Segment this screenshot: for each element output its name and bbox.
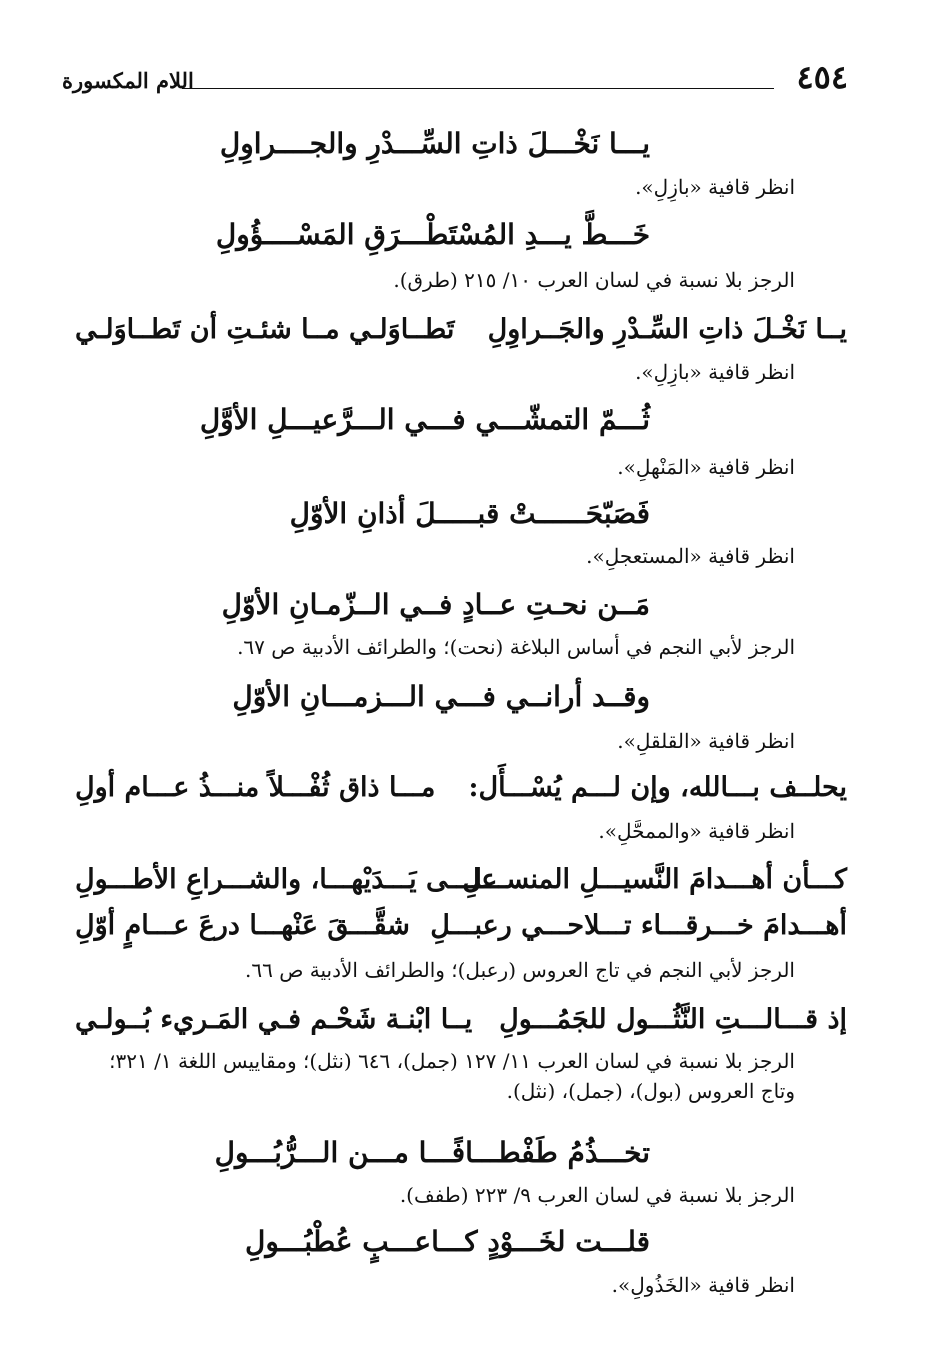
verse-line: فَصَبّحَــــــتْ قبـــــلَ أذانِ الأوّلِ: [289, 497, 650, 530]
note-line: انظر قافية «بازِلِ».: [635, 360, 795, 384]
note-line: انظر قافية «والممحَّلِ».: [598, 819, 795, 843]
verse-line: مَــن نحـتِ عــادٍ فــي الــزّمـانِ الأوّلِ: [221, 588, 650, 621]
note-paragraph: الرجز بلا نسبة في لسان العرب ١١/ ١٢٧ (جمل)، ٦٤٦ (نثل)؛ ومقاييس اللغة ١/ ٣٢١؛ وتاج العروس (بول)، (جمل)، (نثل).: [109, 1049, 795, 1103]
section-title: اللام المكسورة: [62, 68, 194, 93]
note-line: الرجز بلا نسبة في لسان العرب ٩/ ٢٢٣ (طفف).: [399, 1183, 795, 1207]
verse-hemistich-right: أهـــدامَ خـــرقـــاء تـــلاحـــي رعبـــلِ: [430, 910, 847, 941]
note-line: الرجز لأبي النجم في تاج العروس (رعبل)؛ والطرائف الأدبية ص ٦٦.: [245, 958, 795, 982]
verse-line: قلـــت لخَـــوْدٍ كـــاعـــبٍ عُطْبُـــولِ: [245, 1225, 650, 1258]
verse-line: خَـــطَّ يـــدِ المُسْتَطْـــرَقِ المَسْــــؤُولِ: [215, 218, 650, 251]
page-number: ٤٥٤: [796, 58, 848, 96]
verse-line: ثُـــمّ التمشّـــي فـــي الـــرَّعيـــلِ الأوَّلِ: [199, 403, 650, 436]
verse-line: تخـــذُمُ طَفْطـــافًـــا مـــن الـــرُّبُـــولِ: [214, 1136, 650, 1169]
verse-hemistich-left: مـــا ذاق ثُفْـــلاً منـــذُ عـــام أولِ: [75, 772, 436, 803]
verse-hemistich-right: يــا نَخْـلَ ذاتِ السِّـدْرِ والجَــراوِلِ: [487, 314, 847, 345]
note-line: الرجز بلا نسبة في لسان العرب ١٠/ ٢١٥ (طرق).: [393, 268, 795, 292]
note-line: الرجز لأبي النجم في أساس البلاغة (نحت)؛ والطرائف الأدبية ص ٦٧.: [237, 635, 795, 659]
verse-hemistich-left: تَطــاوَلـي مــا شئـتِ أن تَطــاوَلـي: [75, 314, 455, 345]
note-line: انظر قافية «المستعجلِ».: [586, 544, 795, 568]
verse-hemistich-left: شقَّـــقَ عَنْهـــا درعَ عـــامٍ أوّلِ: [75, 910, 410, 941]
note-line: انظر قافية «الخَذُولِ».: [611, 1273, 795, 1297]
header-rule: [182, 88, 774, 89]
verse-hemistich-right: يحلــف بـــالله، وإن لـــم يُسْـــأَل:: [468, 772, 847, 803]
note-line: انظر قافية «بازِلِ».: [635, 175, 795, 199]
verse-line: وقــد أرانــي فـــي الـــزمـــانِ الأوّلِ: [232, 680, 650, 713]
verse-hemistich-right: إذ قـــالـــتِ النَّثُـــول للجَمُـــولِ: [499, 1004, 847, 1035]
verse-hemistich-left: علـــى يَـــدَيْهـــا، والشـــراعِ الأطـــولِ: [75, 864, 498, 895]
verse-hemistich-left: يــا ابْنـة شَحْـم فـي المَـريء بُــولـي: [75, 1004, 473, 1035]
note-line: انظر قافية «القلقلِ».: [617, 729, 795, 753]
verse-line: يـــا نَخْـــلَ ذاتِ السِّـــدْرِ والجــــراوِلِ: [219, 127, 650, 160]
verse-hemistich-right: كـــأن أهـــدامَ النَّسيـــلِ المنســـلِ: [462, 864, 847, 895]
page-header: [62, 58, 848, 98]
note-line: انظر قافية «المَنْهلِ».: [617, 455, 795, 479]
